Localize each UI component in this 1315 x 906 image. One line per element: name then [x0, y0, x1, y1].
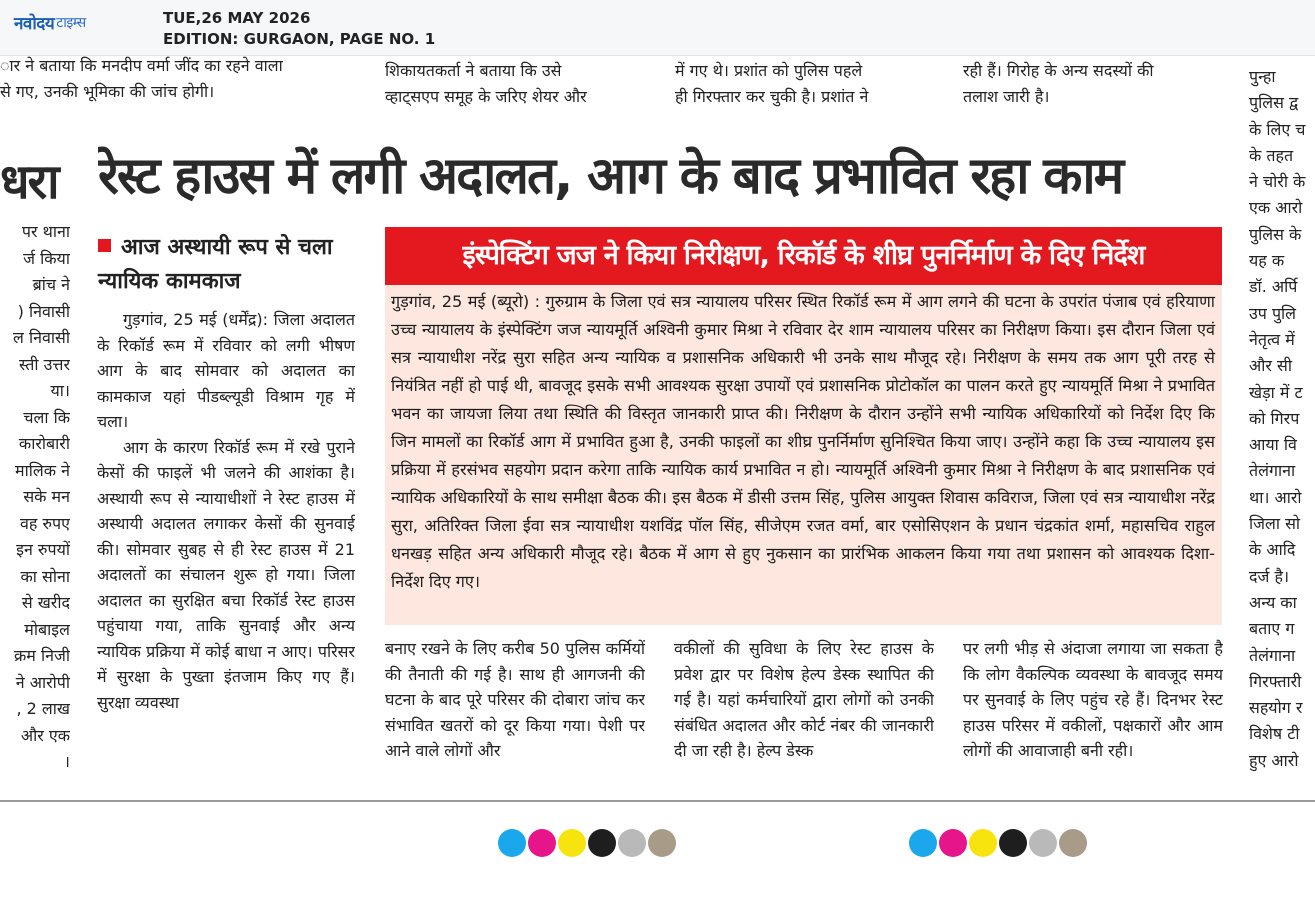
- bottom-col2-text: वकीलों की सुविधा के लिए रेस्ट हाउस के प्रवेश द्वार पर विशेष हेल्प डेस्क स्थापित की गई है। यहां कर्मचारियों द्वारा लोगों को उनकी संबंधित अदालत और कोर्ट नंबर की जानकारी दी जा रही है। हेल्प डेस्क: [674, 639, 934, 760]
- logo-sub-text: टाइम्स: [56, 14, 86, 31]
- registration-marks-left: [498, 829, 676, 859]
- side-story-para2: आग के कारण रिकॉर्ड रूम में रखे पुराने केसों की फाइलें भी जलने की आशंका है। अस्थायी रूप से न्यायाधीशों ने रेस्ट हाउस में अस्थायी अदालत लगाकर केसों की सुनवाई की। सोमवार सुबह से ही रेस्ट हाउस में 21 अदालतों का संचालन शुरू हो गया। जिला अदालत का सुरक्षित बचा रिकॉर्ड रेस्ट हाउस पहुंचाया गया, ताकि सुनवाई और अन्य न्यायिक प्रक्रिया में कोई बाधा न आए। परिसर में सुरक्षा के पुख्ता इंतजाम किए गए हैं। सुरक्षा व्यवस्था: [97, 437, 355, 712]
- snippet-line: रही हैं। गिरोह के अन्य सदस्यों की: [963, 61, 1154, 80]
- fragment-line: वह रुपए: [20, 513, 70, 533]
- snippet-line: ार ने बताया कि मनदीप वर्मा जींद का रहने वाला: [0, 56, 283, 75]
- edition-date: TUE,26 MAY 2026: [163, 9, 311, 27]
- fragment-line: ल निवासी: [13, 328, 70, 347]
- fragment-line: गिरफ्तारी: [1249, 671, 1302, 691]
- fragment-line: हुए आरो: [1249, 750, 1299, 770]
- fragment-line: सके मन: [23, 487, 70, 506]
- snippet-line: ही गिरफ्तार कर चुकी है। प्रशांत ने: [675, 86, 869, 106]
- bullet-square-icon: [98, 239, 111, 252]
- fragment-line: पुलिस के: [1249, 224, 1302, 244]
- side-story-para1: गुड़गांव, 25 मई (धर्मेंद्र): जिला अदालत के रिकॉर्ड रूम में रविवार को लगी भीषण आग के बाद सोमवार को अदालत का कामकाज यहां पीडब्ल्यूडी विश्राम गृह में चला।: [97, 310, 355, 431]
- fragment-line: मोबाइल: [24, 619, 70, 639]
- fragment-line: क्रम निजी: [14, 646, 70, 665]
- top-snippet-col3: [675, 58, 937, 110]
- fragment-line: , 2 लाख: [16, 699, 70, 718]
- fragment-line: के तहत: [1249, 145, 1294, 165]
- registration-dot: [999, 829, 1027, 857]
- fragment-line: यह क: [1249, 251, 1285, 271]
- left-fragment-headline: धरा: [0, 154, 58, 210]
- fragment-line: अन्य का: [1249, 592, 1297, 612]
- bottom-col1: [385, 636, 645, 798]
- registration-dot: [648, 829, 676, 857]
- registration-marks-right: [909, 829, 1087, 859]
- fragment-line: सहयोग र: [1249, 698, 1303, 718]
- page-bottom-rule: [0, 800, 1315, 802]
- snippet-line: व्हाट्सएप समूह के जरिए शेयर और: [385, 86, 587, 106]
- snippet-line: से गए, उनकी भूमिका की जांच होगी।: [0, 81, 215, 101]
- registration-dot: [558, 829, 586, 857]
- fragment-line: के लिए च: [1249, 119, 1306, 139]
- registration-dot: [1059, 829, 1087, 857]
- fragment-line: नेतृत्व में: [1249, 329, 1295, 349]
- side-headline-text: आज अस्थायी रूप से चला न्यायिक कामकाज: [98, 235, 333, 294]
- fragment-line: या।: [50, 381, 70, 400]
- fragment-line: तेलंगाना: [1249, 461, 1296, 481]
- logo-main-text: नवोदय: [14, 13, 55, 34]
- fragment-line: ।: [63, 752, 70, 771]
- fragment-line: चला कि: [23, 407, 70, 427]
- fragment-line: था। आरो: [1249, 487, 1302, 507]
- fragment-line: पर थाना: [21, 222, 70, 241]
- bottom-col3: [963, 636, 1223, 798]
- bottom-col2: [674, 636, 934, 798]
- fragment-line: दर्ज है।: [1249, 566, 1290, 586]
- fragment-line: बताए ग: [1249, 619, 1295, 639]
- registration-dot: [588, 829, 616, 857]
- snippet-line: तलाश जारी है।: [963, 86, 1050, 106]
- top-snippet-col4: [963, 58, 1225, 110]
- right-fragment-column: [1249, 64, 1315, 799]
- fragment-line: कारोबारी: [18, 434, 70, 453]
- fragment-line: को गिरप: [1249, 408, 1300, 428]
- fragment-line: स्ती उत्तर: [19, 354, 70, 374]
- fragment-line: डॉ. अर्पि: [1249, 277, 1298, 297]
- page-header: [0, 0, 1315, 56]
- registration-dot: [528, 829, 556, 857]
- side-story-body: [97, 307, 355, 797]
- fragment-line: पुन्हा: [1249, 67, 1276, 86]
- fragment-line: ) निवासी: [17, 301, 70, 321]
- inspection-headline[interactable]: इंस्पेक्टिंग जज ने किया निरीक्षण, रिकॉर्ड के शीघ्र पुनर्निर्माण के दिए निर्देश: [385, 227, 1222, 285]
- snippet-line: में गए थे। प्रशांत को पुलिस पहले: [675, 61, 863, 80]
- registration-dot: [618, 829, 646, 857]
- fragment-line: और एक: [20, 725, 70, 745]
- fragment-line: ने चोरी के: [1249, 172, 1306, 192]
- top-snippet-col2: [385, 58, 647, 110]
- snippet-line: शिकायतकर्ता ने बताया कि उसे: [385, 61, 562, 80]
- newspaper-logo[interactable]: [14, 10, 144, 34]
- fragment-line: पुलिस द्व: [1249, 93, 1299, 113]
- fragment-line: ब्रांच ने: [32, 275, 70, 294]
- registration-dot: [909, 829, 937, 857]
- main-headline[interactable]: रेस्ट हाउस में लगी अदालत, आग के बाद प्रभावित रहा काम: [98, 147, 1123, 206]
- registration-dot: [969, 829, 997, 857]
- fragment-line: उप पुलि: [1249, 303, 1297, 323]
- fragment-line: खेड़ा में ट: [1249, 382, 1303, 402]
- registration-dot: [939, 829, 967, 857]
- fragment-line: ने आरोपी: [15, 672, 70, 692]
- fragment-line: एक आरो: [1249, 198, 1303, 218]
- edition-info: EDITION: GURGAON, PAGE NO. 1: [163, 30, 436, 48]
- bottom-col3-text: पर लगी भीड़ से अंदाजा लगाया जा सकता है कि लोग वैकल्पिक व्यवस्था के बावजूद समय पर सुनवाई के लिए पहुंच रहे हैं। दिनभर रेस्ट हाउस परिसर में वकीलों, पक्षकारों और आम लोगों की आवाजाही बनी रही।: [963, 639, 1223, 760]
- fragment-line: मालिक ने: [15, 460, 70, 480]
- fragment-line: र्ज किया: [23, 248, 70, 268]
- fragment-line: आया वि: [1249, 435, 1297, 455]
- fragment-line: से खरीद: [21, 593, 70, 612]
- inspection-body: गुड़गांव, 25 मई (ब्यूरो) : गुरुग्राम के जिला एवं सत्र न्यायालय परिसर स्थित रिकॉर्ड रूम में आग लगने की घटना के उपरांत पंजाब एवं हरियाणा उच्च न्यायालय के इंस्पेक्टिंग जज न्यायमूर्ति अश्विनी कुमार मिश्रा ने रविवार देर शाम न्यायालय परिसर का निरीक्षण किया। इस दौरान जिला एवं सत्र न्यायाधीश नरेंद्र सुरा सहित अन्य न्यायिक व प्रशासनिक अधिकारी भी उनके साथ मौजूद रहे। निरीक्षण के समय तक आग पूरी तरह से नियंत्रित नहीं हो पाई थी, बावजूद इसके सभी आवश्यक सुरक्षा उपायों एवं प्रशासनिक प्रोटोकॉल का पालन करते हुए न्यायमूर्ति मिश्रा ने प्रभावित भवन का जायजा लिया तथा स्थिति की विस्तृत जानकारी प्राप्त की। निरीक्षण के दौरान उन्होंने सभी न्यायिक अधिकारियों को निर्देश दिए कि जिन मामलों का रिकॉर्ड आग में प्रभावित हुआ है, उनकी फाइलों का शीघ्र पुनर्निर्माण सुनिश्चित किया जाए। उन्होंने कहा कि उच्च न्यायालय इस प्रक्रिया में हरसंभव सहयोग प्रदान करेगा ताकि न्यायिक कार्य प्रभावित न हो। न्यायमूर्ति अश्विनी कुमार मिश्रा ने निरीक्षण के बाद प्रशासनिक एवं न्यायिक अधिकारियों के साथ समीक्षा बैठक की। इस बैठक में डीसी उत्तम सिंह, पुलिस आयुक्त शिवास कविराज, जिला एवं सत्र न्यायाधीश नरेंद्र सुरा, अतिरिक्त जिला ईवा सत्र न्यायाधीश यशविंद्र पॉल सिंह, सीजेएम रजत वर्मा, बार एसोसिएशन के प्रधान चंद्रकांत शर्मा, महासचिव राहुल धनखड़ सहित अन्य अधिकारी मौजूद रहे। बैठक में आग से हुए नुकसान का प्रारंभिक आकलन किया गया तथा प्रशासन को आवश्यक दिशा-निर्देश दिए गए।: [391, 292, 1215, 591]
- fragment-line: तेलंगाना: [1249, 645, 1296, 665]
- fragment-line: और सी: [1249, 356, 1292, 376]
- inspection-box: [385, 285, 1222, 625]
- registration-dot: [1029, 829, 1057, 857]
- side-story-headline[interactable]: [98, 231, 368, 299]
- bottom-col1-text: बनाए रखने के लिए करीब 50 पुलिस कर्मियों की तैनाती की गई है। साथ ही आगजनी की घटना के बाद पूरे परिसर की दोबारा जांच कर संभावित खतरों को दूर किया गया। पेशी पर आने वाले लोगों और: [385, 639, 645, 760]
- fragment-line: जिला सो: [1249, 514, 1301, 534]
- fragment-line: के आदि: [1249, 540, 1296, 560]
- fragment-line: का सोना: [20, 566, 70, 586]
- registration-dot: [498, 829, 526, 857]
- left-fragment-column: [0, 219, 70, 794]
- fragment-line: इन रुपयों: [16, 540, 70, 559]
- fragment-line: विशेष टी: [1249, 724, 1300, 744]
- top-snippet-col1: [0, 53, 360, 105]
